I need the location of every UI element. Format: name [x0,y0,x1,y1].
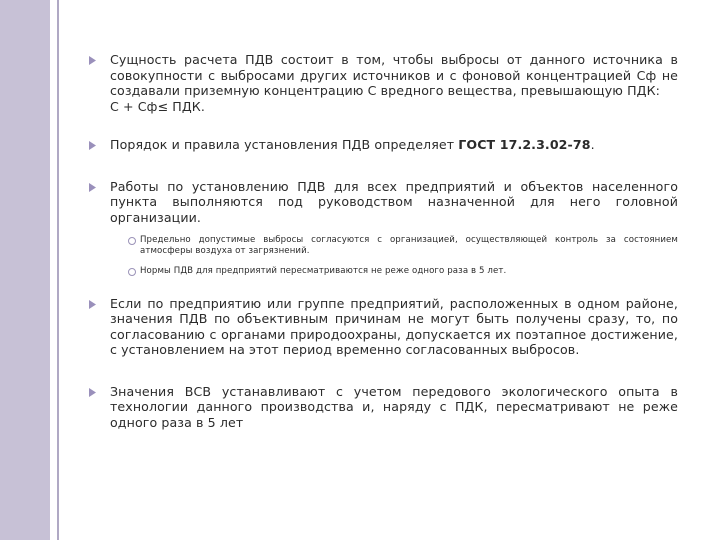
left-decorative-band [0,0,50,540]
list-item [86,296,678,358]
paragraph [110,137,678,153]
bullet-icon [88,141,97,150]
bullet-icon [88,388,97,397]
bullet-icon [88,300,97,309]
sub-list-item [130,235,678,256]
circle-bullet-icon [128,268,136,276]
circle-bullet-icon [128,237,136,245]
sub-paragraph: Нормы ПДВ для предприятий пересматриваются не реже одного раза в 5 лет. [140,266,507,276]
slide-content [86,52,678,430]
bullet-icon [88,56,97,65]
list-item [86,137,678,153]
sub-paragraph: Предельно допустимые выбросы согласуются с организацией, осуществляющей контроль за состоянием атмосферы воздуха от загрязнений. [140,235,678,256]
paragraph: Если по предприятию или группе предприятий, расположенных в одном районе, значения ПДВ по объективным причинам не могут быть получены сразу, то, по согласованию с органами природоохраны, допускается их поэтапное достижение, с установлением на этот период временно согласованных выбросов. [110,295,678,357]
paragraph-text-end: . [590,137,595,152]
paragraph: Значения ВСВ устанавливают с учетом передового экологического опыта в технологии данного производства и, наряду с ПДК, пересматривают не реже одного раза в 5 лет [110,383,678,430]
formula: С + Сф≤ ПДК. [110,98,205,114]
list-item [86,52,678,114]
sub-list [110,235,678,277]
list-item [86,179,678,277]
list-item [86,384,678,431]
bullet-icon [88,183,97,192]
sub-list-item [130,266,678,277]
paragraph-text: Порядок и правила установления ПДВ определяет [110,137,459,152]
left-decorative-line [57,0,59,540]
paragraph: Работы по установлению ПДВ для всех предприятий и объектов населенного пункта выполняются под руководством назначенной для него головной организации. [110,178,678,225]
paragraph: Сущность расчета ПДВ состоит в том, чтобы выбросы от данного источника в совокупности с выбросами других источников и с фоновой концентрацией Сф не создавали приземную концентрацию С вредного вещества, превышающую ПДК: [110,52,678,98]
gost-reference: ГОСТ 17.2.3.02-78 [458,137,591,152]
